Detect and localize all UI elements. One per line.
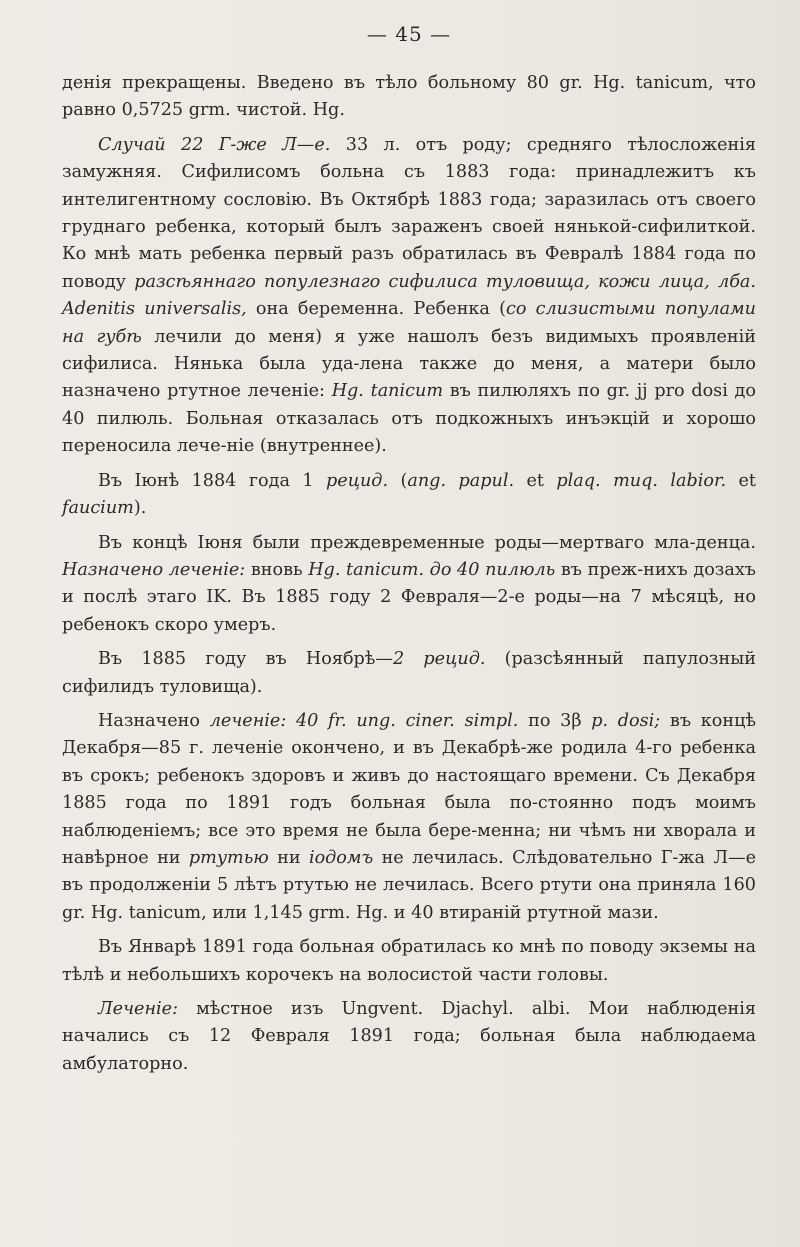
text-run: 33 л. отъ роду; средняго тѣлосложенія [330,134,756,155]
text-run: faucium [62,498,134,519]
text-run: Въ 1885 году въ Ноябрѣ— [98,649,393,670]
text-run: мѣстное изъ Ungvent. Djachyl. albi. Мои наблюденія [178,999,756,1019]
text-run: Назначено [98,710,210,731]
text-run: ( [388,470,408,491]
text-run: Назначено леченіе: [62,559,246,580]
body-text [62,70,756,1078]
text-run: ніе (внутреннее). [226,436,387,457]
text-run: et [514,470,557,491]
text-run: роды—на 7 мѣсяцѣ, но ребенокъ скоро умеръ. [62,587,756,635]
text-run: по 3β [518,710,592,731]
text-run: et [738,470,756,491]
text-run: 4-го ребенка въ срокъ; ребенокъ здоровъ и живъ до настоящаго [62,738,756,786]
text-run: рецид. [326,470,389,491]
text-run: своего груднаго ребенка, который былъ зараженъ своей нянькой- [62,189,757,238]
text-run: Февралѣ 1884 года по поводу [62,244,756,292]
text-run: головы. [537,964,609,985]
text-run: амбулаторно. [62,1053,189,1074]
text-run: въ преж- [555,559,644,580]
text-run: ang. papul. [407,470,515,491]
text-run: ртутью [188,847,269,868]
text-run: Въ Январѣ 1891 года больная обратилась ко мнѣ по поводу [98,937,654,958]
text-run: Леченіе: [98,999,179,1019]
text-run: лечили до меня) я уже [141,326,395,347]
page-number: — 45 — [366,22,452,46]
text-run: лена также до меня, а матери было назначено ртутное леченіе: [62,354,757,402]
paragraph-p0 [62,70,756,125]
text-run: интелигентному сословію. Въ Октябрѣ 1883 года; заразилась отъ [62,189,688,210]
paragraph-p5 [62,708,756,927]
text-run: нихъ дозахъ и послѣ этаго IK. Въ 1885 году 2 Февраля—2-е [62,559,756,608]
text-run: менна; ни чѣмъ ни хворала и навѣрное ни [62,820,756,868]
text-run: отказалась отъ подкожныхъ инъэкцій и хорошо переносила лече- [62,408,756,457]
text-run: разсѣяннаго популезнаго сифилиса [134,271,478,292]
text-run: Въ Іюнѣ 1884 года 1 [98,470,327,491]
text-run: леченіе: 40 fr. ung. ciner. simpl. [209,710,519,731]
text-run: начались съ 12 Февраля 1891 года; больная была наблюдаема [62,1026,756,1047]
text-run: не лечилась. Всего ртути она приняла 160 gr. Hg. tanicum, или [62,875,756,923]
text-run: нашолъ безъ видимыхъ проявленій сифилиса. Нянька была уда- [62,326,757,375]
paragraph-p7 [62,996,756,1078]
text-run: ни [268,847,309,868]
text-run: что равно 0,5725 grm. чистой. Hg. [62,73,756,121]
paragraph-p3 [62,530,756,640]
text-run: 1,145 grm. Hg. и 40 втираній ртутной мази. [252,902,659,923]
paragraph-p6 [62,934,756,989]
text-run: (разсѣянный папулозный [485,649,756,670]
text-run: стоянно подъ моимъ наблюденіемъ; все это время не была бере- [62,793,756,841]
text-run: Въ концѣ Іюня были преждевременные роды—мертваго мла- [98,532,696,553]
text-run: лечилась. Слѣдовательно Г-жа Л—е въ продолженіи 5 лѣтъ ртутью [62,847,757,896]
text-run: не [373,847,404,868]
text-run: Hg. tanicum [331,381,444,402]
text-run: 2 рецид. [393,649,486,670]
text-run: Ребенка ( [413,299,506,320]
text-run: въ [660,710,692,731]
paragraph-p2 [62,468,756,523]
text-run: p. dosi; [591,710,661,731]
text-run: plaq. muq. labior. [556,470,727,491]
text-run: замужняя. Сифилисомъ больна съ 1883 года: принадлежитъ къ [62,162,756,183]
paragraph-p4 [62,646,756,701]
text-run: со слизистыми популами на губѣ [62,299,756,347]
text-run: сифилидъ туловища). [62,676,263,697]
text-run: іодомъ [308,847,374,868]
text-run: концѣ Декабря—85 г. леченіе окончено, и въ Декабрѣ-же родила [62,710,756,759]
text-run: сифилиткой. Ко мнѣ мать ребенка первый разъ обратилась въ [62,217,756,265]
text-run: вновь [245,559,309,580]
text-run: денца. [695,532,756,553]
text-run: денія прекращены. Введено въ тѣло больному 80 gr. Hg. tanicum, [62,73,714,93]
text-run: Случай 22 Г-же Л—е. [98,134,331,155]
text-run: экземы на тѣлѣ и небольшихъ корочекъ на волосистой части [62,937,756,985]
text-run: туловища, кожи лица, лба. Adenitis universalis, [62,271,757,320]
text-run: Hg. tanicum. до 40 пилюль [308,559,556,580]
text-run: времени. Съ Декабря 1885 года по 1891 годъ больная была по- [62,765,757,814]
text-run: она беременна. [246,299,405,320]
paragraph-p1 [62,132,756,461]
text-run: въ пилюляхъ по gr. jj pro dosi до 40 пилюль. Больная [62,381,756,429]
text-run: ). [133,498,147,519]
